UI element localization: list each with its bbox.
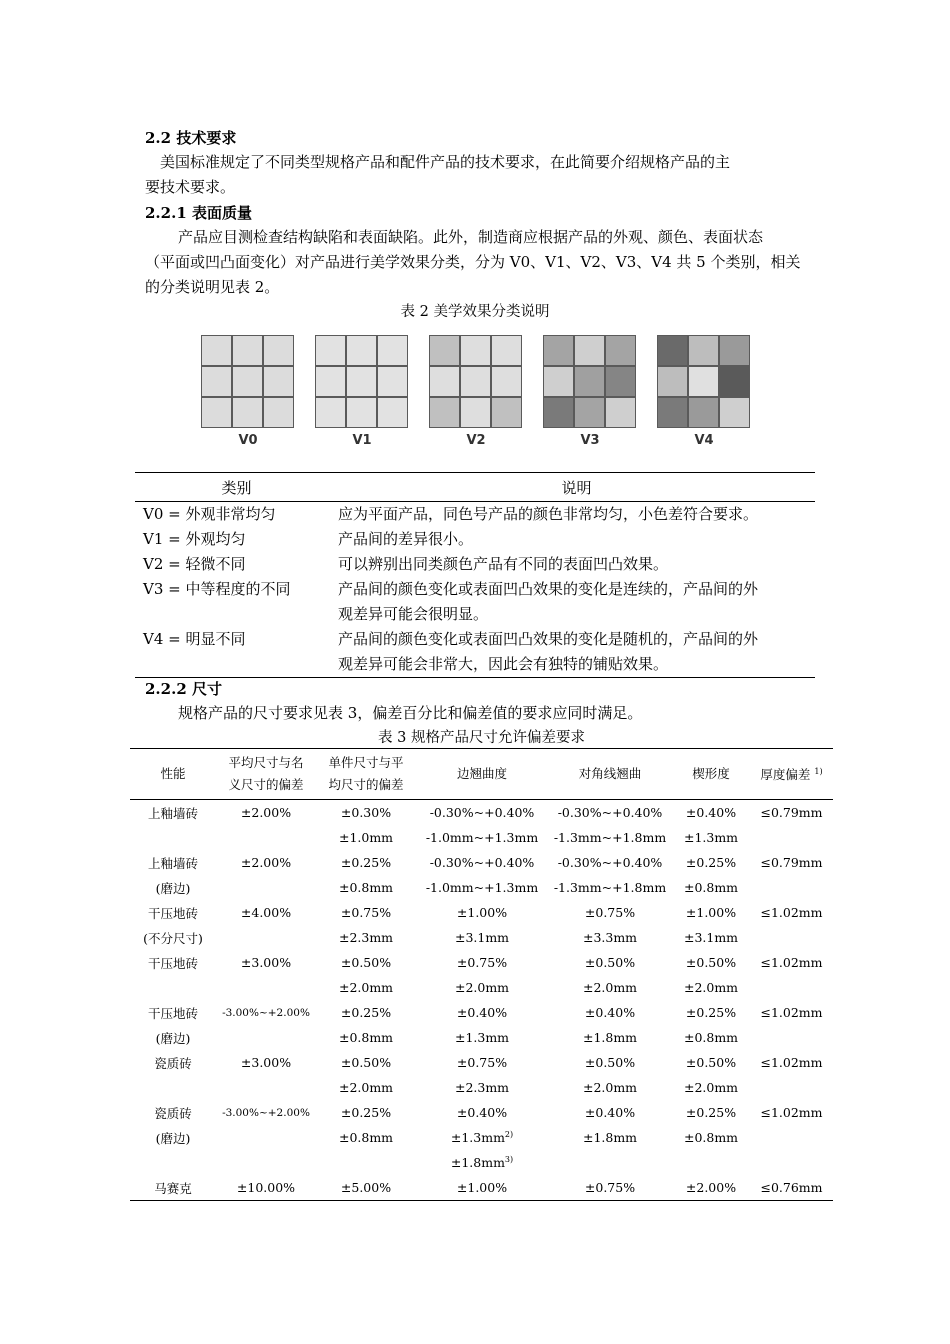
table-row [135,552,815,577]
table-cell: ±0.75% [456,955,508,970]
section-intro-line: 要技术要求。 [145,178,236,196]
table-cell: ≤1.02mm [760,905,823,920]
table-cell: ±0.75% [584,905,636,920]
table-cell: ±3.00% [240,1055,292,1070]
table-cell: (磨边) [155,1030,191,1046]
swatch-tile [347,398,376,427]
description-cell: 产品间的颜色变化或表面凹凸效果的变化是连续的，产品间的外 观差异可能会很明显。 [338,580,759,623]
swatch-grid [657,335,750,428]
swatch-tile [461,367,490,396]
swatch-tile [461,398,490,427]
table-cell: 瓷质砖 [154,1055,192,1071]
swatch-tile [233,398,262,427]
surface-paragraph-line: （平面或凹凸面变化）对产品进行美学效果分类，分为 V0、V1、V2、V3、V4 共 5 个类别，相关 [145,253,801,271]
table-cell: ±3.3mm [582,930,638,945]
table-row [130,850,833,875]
swatch-grid [543,335,636,428]
table-cell: ±2.0mm [683,1080,739,1095]
swatch-tile [430,367,459,396]
table-row [135,627,815,678]
swatch-tile [264,336,293,365]
table-cell: ±2.3mm [338,930,394,945]
swatch-tile [378,367,407,396]
section-intro-line: 美国标准规定了不同类型规格产品和配件产品的技术要求，在此简要介绍规格产品的主 [160,153,731,171]
swatch-tile [720,398,749,427]
table-row [130,1025,833,1050]
swatch-tile [575,398,604,427]
table-cell: ≤0.79mm [760,805,823,820]
table-cell [216,975,316,1000]
swatch-tile [264,367,293,396]
swatch-tile [689,398,718,427]
table-cell [216,925,316,950]
swatch-label: V0 [238,433,258,448]
category-cell: V1 = 外观均匀 [143,530,246,548]
table-cell: ±2.3mm [454,1080,510,1095]
table-cell: -0.30%~+0.40% [429,805,535,820]
swatch-tile [575,367,604,396]
table-cell: -1.0mm~+1.3mm [425,830,539,845]
swatch-tile [202,367,231,396]
table-cell: ±0.8mm [683,880,739,895]
table-cell: -3.00%~+2.00% [222,1006,310,1019]
table-cell: ±0.25% [685,855,737,870]
table-cell: ±2.0mm [582,1080,638,1095]
table-row [130,825,833,850]
table-cell: ≤1.02mm [760,1055,823,1070]
table-cell [216,875,316,900]
swatch-tile [316,336,345,365]
swatch-tile [658,367,687,396]
aesthetic-table [135,472,815,678]
swatch-tile [347,367,376,396]
category-cell: V0 = 外观非常均匀 [143,505,276,523]
table-row [135,527,815,552]
table-cell [130,1075,216,1100]
swatch-tile [689,336,718,365]
table-cell [750,1075,833,1100]
table-cell: ±0.25% [340,1005,392,1020]
table-row [135,502,815,528]
table-header: 平均尺寸与名 义尺寸的偏差 [216,749,316,800]
swatch-tile [658,398,687,427]
description-cell: 产品间的颜色变化或表面凹凸效果的变化是随机的，产品间的外 观差异可能会非常大，因此会有独特的铺贴效果。 [338,627,815,678]
table-cell: -0.30%~+0.40% [429,855,535,870]
swatch-v2 [429,335,523,433]
table-cell: -0.30%~+0.40% [557,805,663,820]
table-cell: 干压地砖 [147,955,198,971]
swatch-tile [492,398,521,427]
table-cell: ≤0.79mm [760,855,823,870]
table-cell: 上釉墙砖 [147,855,198,871]
table-cell: ±0.50% [340,1055,392,1070]
table-cell: (磨边) [155,880,191,896]
swatch-label: V2 [466,433,486,448]
table3-caption: 表 3 规格产品尺寸允许偏差要求 [378,730,585,746]
swatch-tile [430,398,459,427]
swatch-tile [544,398,573,427]
table-header: 楔形度 [672,749,750,800]
table-cell: ±3.00% [240,955,292,970]
swatch-tile [606,398,635,427]
table-cell: ±1.3mm [454,1030,510,1045]
swatch-tile [575,336,604,365]
swatch-tile [544,336,573,365]
size-paragraph: 规格产品的尺寸要求见表 3，偏差百分比和偏差值的要求应同时满足。 [178,704,643,722]
swatch-tile [492,336,521,365]
category-cell: V2 = 轻微不同 [143,555,246,573]
table-cell: 上釉墙砖 [147,805,198,821]
table-cell [130,825,216,850]
table-cell: ±0.50% [340,955,392,970]
table-cell: ±0.8mm [683,1030,739,1045]
section-title: 2.2 技术要求 [145,129,237,147]
table-row [130,900,833,925]
swatch-tile [658,336,687,365]
surface-paragraph-line: 产品应目测检查结构缺陷和表面缺陷。此外，制造商应根据产品的外观、颜色、表面状态 [178,228,764,246]
table-cell: ±1.00% [456,905,508,920]
table-cell: ±0.8mm [338,1030,394,1045]
swatch-v4 [657,335,751,433]
swatch-label: V4 [694,433,714,448]
category-cell: V3 = 中等程度的不同 [143,580,291,598]
table-row: $\pm 1.8mm^{3)}$ [450,1154,514,1171]
table-row: (磨边) ±0.8mm $\pm 1.3mm^{2)}$ ±1.8mm ±0.8mm [155,1129,739,1146]
table-cell: ±1.00% [685,905,737,920]
surface-title: 2.2.1 表面质量 [145,204,252,222]
surface-paragraph-line: 的分类说明见表 2。 [145,278,280,296]
table-cell [750,925,833,950]
table-cell: ±0.40% [685,805,737,820]
table-cell: ±1.0mm [338,830,394,845]
swatch-tile [378,336,407,365]
table-cell: -1.3mm~+1.8mm [553,880,667,895]
swatch-grid [315,335,408,428]
table-cell: ±0.50% [685,955,737,970]
swatch-tile [202,398,231,427]
swatch-tile [606,336,635,365]
table-cell: ±0.8mm [338,880,394,895]
table-cell: 干压地砖 [147,1005,198,1021]
swatch-tile [430,336,459,365]
table-cell [750,975,833,1000]
table-cell: ±0.75% [340,905,392,920]
table-row [130,1050,833,1075]
table-row [130,875,833,900]
swatch-v1 [315,335,409,433]
description-cell: 应为平面产品，同色号产品的颜色非常均匀，小色差符合要求。 [338,505,759,523]
swatch-grid [429,335,522,428]
swatch-tile [689,367,718,396]
swatch-tile [378,398,407,427]
table-row [130,950,833,975]
table-row [130,1000,833,1025]
table-cell [216,1025,316,1050]
table-cell: ±2.0mm [338,1080,394,1095]
table-cell: ±0.50% [685,1055,737,1070]
table-row [130,1075,833,1100]
table-cell: ±0.75% [456,1055,508,1070]
table-cell: ±1.3mm [683,830,739,845]
swatch-tile [264,398,293,427]
table-cell: ±1.8mm [582,1030,638,1045]
table-cell [130,975,216,1000]
table-cell [216,1075,316,1100]
swatch-tile [316,367,345,396]
table-cell: ±0.40% [456,1005,508,1020]
table-cell: ±0.50% [584,955,636,970]
size-tolerance-table [130,748,833,1201]
table-cell: ±2.0mm [454,980,510,995]
table-row [130,975,833,1000]
size-title: 2.2.2 尺寸 [145,680,222,698]
table-cell: ≤1.02mm [760,1005,823,1020]
table-header: 对角线翘曲 [548,749,672,800]
table-cell: ±2.00% [240,855,292,870]
table-cell: ±2.0mm [338,980,394,995]
table-cell: ±0.40% [584,1005,636,1020]
table-cell: ±4.00% [240,905,292,920]
swatch-tile [316,398,345,427]
swatch-v0 [201,335,295,433]
swatch-tile [347,336,376,365]
table-header: 单件尺寸与平 均尺寸的偏差 [316,749,416,800]
description-cell: 产品间的差异很小。 [338,530,474,548]
swatch-tile [720,336,749,365]
table-cell: ±0.50% [584,1055,636,1070]
swatch-tile [233,336,262,365]
table-row [130,800,833,826]
table-cell: (不分尺寸) [143,930,203,946]
description-cell: 可以辨别出同类颜色产品有不同的表面凹凸效果。 [338,555,669,573]
table-cell [216,825,316,850]
table-row [135,577,815,627]
swatch-grid [201,335,294,428]
table-cell: ±0.25% [685,1005,737,1020]
table-cell: ±2.00% [240,805,292,820]
swatch-v3 [543,335,637,433]
table-header: 说明 [338,473,815,502]
table2-caption: 表 2 美学效果分类说明 [400,304,550,320]
table-header: 边翘曲度 [416,749,548,800]
table-cell: ≤1.02mm [760,955,823,970]
swatch-tile [720,367,749,396]
swatch-label: V1 [352,433,372,448]
table-cell: ±2.0mm [683,980,739,995]
table-cell [750,875,833,900]
table-cell: -1.3mm~+1.8mm [553,830,667,845]
table-cell: ±2.0mm [582,980,638,995]
table-cell: ±3.1mm [454,930,510,945]
table-cell: -1.0mm~+1.3mm [425,880,539,895]
table-header: 性能 [130,749,216,800]
table-cell: ±0.30% [340,805,392,820]
table-row: 马赛克 ±10.00% ±5.00% ±1.00% ±0.75% ±2.00% ≤0.76mm [130,1175,833,1201]
table-cell [750,825,833,850]
table-row [130,925,833,950]
table-header: 厚度偏差 $^{1)}$ [750,749,833,800]
table-cell: ±0.25% [340,855,392,870]
swatch-tile [233,367,262,396]
swatch-tile [202,336,231,365]
table-cell: -0.30%~+0.40% [557,855,663,870]
category-cell: V4 = 明显不同 [135,627,338,678]
swatch-tile [544,367,573,396]
swatch-tile [606,367,635,396]
table-header: 类别 [135,473,338,502]
swatch-label: V3 [580,433,600,448]
swatch-tile [492,367,521,396]
table-cell: 干压地砖 [147,905,198,921]
table-cell: ±3.1mm [683,930,739,945]
table-cell [750,1025,833,1050]
table-row: 瓷质砖 -3.00%~+2.00% ±0.25% ±0.40% ±0.40% ±0.25% ≤1.02mm [154,1105,823,1121]
swatch-tile [461,336,490,365]
